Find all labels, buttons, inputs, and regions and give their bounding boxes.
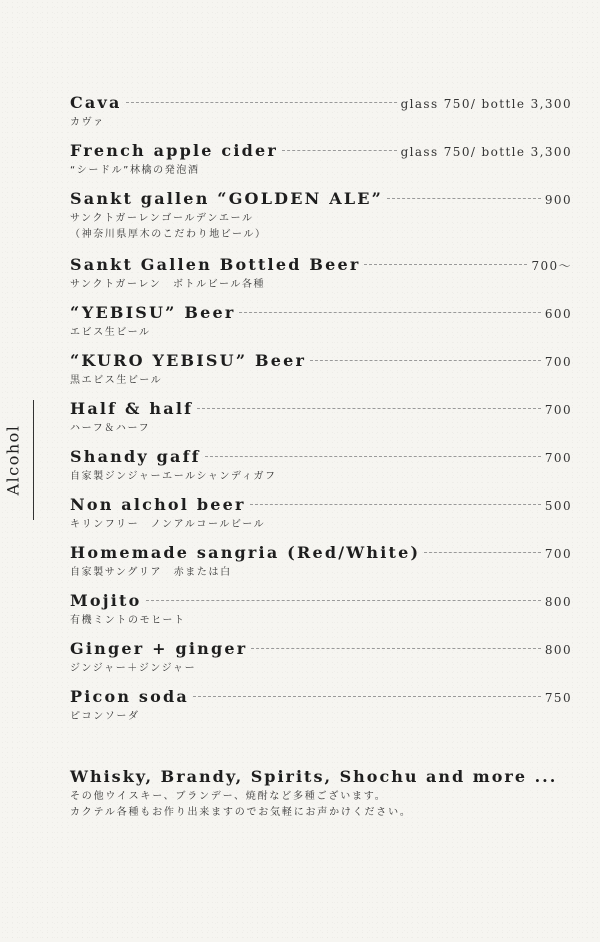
dotted-leader: [197, 408, 541, 409]
menu-item-name: Homemade sangria (Red/White): [70, 543, 421, 562]
menu-item-name: “KURO YEBISU” Beer: [70, 351, 307, 370]
menu-item-price: glass 750/ bottle 3,300: [400, 145, 572, 159]
menu-item-price: 500: [544, 499, 572, 513]
menu-item-line: [70, 255, 572, 277]
dotted-leader: [282, 150, 397, 151]
dotted-leader: [239, 312, 540, 313]
menu-item-line: [70, 351, 572, 373]
menu-item-description: 黒エビス生ビール: [70, 375, 163, 386]
menu-item-name: Sankt Gallen Bottled Beer: [70, 255, 361, 274]
menu-item-name: Cava: [70, 93, 122, 112]
menu-item-line: [70, 591, 572, 613]
menu-item-name: Sankt gallen “GOLDEN ALE”: [70, 189, 384, 208]
menu-item-name: “YEBISU” Beer: [70, 303, 236, 322]
menu-item: [70, 543, 572, 591]
menu-item: [70, 189, 572, 255]
menu-item-price: 750: [544, 691, 572, 705]
menu-item: [70, 351, 572, 399]
menu-item-description: カヴァ: [70, 117, 105, 128]
menu-item-description: ジンジャー＋ジンジャー: [70, 663, 197, 674]
menu-item-line: [70, 189, 572, 211]
section-label-text: Alcohol: [3, 424, 23, 496]
menu-item-description: 有機ミントのモヒート: [70, 615, 186, 626]
menu-item-line: [70, 447, 572, 469]
menu-item-price: 700〜: [531, 259, 572, 273]
menu-item-name: Non alchol beer: [70, 495, 246, 514]
menu-item-line: [70, 687, 572, 709]
menu-item-price: 800: [544, 595, 572, 609]
menu-item: [70, 639, 572, 687]
footer-title: Whisky, Brandy, Spirits, Shochu and more ...: [70, 767, 558, 786]
dotted-leader: [310, 360, 541, 361]
menu-item-name: French apple cider: [70, 141, 279, 160]
menu-item-price: 800: [544, 643, 572, 657]
menu-item-description: サンクトガーレン ボトルビール各種: [70, 279, 266, 290]
menu-item-description: ピコンソーダ: [70, 711, 140, 722]
menu-item-line: [70, 495, 572, 517]
menu-item-description: ハーフ＆ハーフ: [70, 423, 151, 434]
section-divider-line: [33, 400, 34, 520]
menu-item-name: Picon soda: [70, 687, 189, 706]
menu-item: [70, 399, 572, 447]
menu-item-name: Shandy gaff: [70, 447, 201, 466]
menu-item-description: サンクトガーレンゴールデンエール: [70, 213, 254, 224]
menu-item-description: （神奈川県厚木のこだわり地ビール）: [70, 229, 267, 240]
dotted-leader: [387, 198, 541, 199]
dotted-leader: [251, 648, 540, 649]
menu-item-description: キリンフリー ノンアルコールビール: [70, 519, 266, 530]
menu-item-name: Half & half: [70, 399, 194, 418]
menu-item: [70, 447, 572, 495]
footer-line: その他ウイスキー、ブランデー、焼酎など多種ございます。: [70, 791, 387, 802]
menu-item-price: 700: [544, 547, 572, 561]
footer-line: カクテル各種もお作り出来ますのでお気軽にお声かけください。: [70, 807, 412, 818]
menu-item-line: [70, 303, 572, 325]
menu-item-name: Mojito: [70, 591, 142, 610]
dotted-leader: [205, 456, 541, 457]
menu-item-description: 自家製サングリア 赤または白: [70, 567, 232, 578]
dotted-leader: [424, 552, 541, 553]
menu-item-price: 600: [544, 307, 572, 321]
menu-item: [70, 687, 572, 735]
menu-item-list: [70, 93, 572, 735]
menu-item: [70, 495, 572, 543]
menu-item-price: glass 750/ bottle 3,300: [400, 97, 572, 111]
menu-item: [70, 255, 572, 303]
dotted-leader: [193, 696, 541, 697]
dotted-leader: [364, 264, 527, 265]
menu-item: [70, 93, 572, 141]
menu-item-description: “シードル”林檎の発泡酒: [70, 165, 200, 176]
menu-item-line: [70, 543, 572, 565]
menu-item-price: 700: [544, 355, 572, 369]
menu-item: [70, 591, 572, 639]
menu-item-line: [70, 639, 572, 661]
dotted-leader: [250, 504, 541, 505]
menu-item-price: 900: [544, 193, 572, 207]
menu-item-name: Ginger + ginger: [70, 639, 248, 658]
dotted-leader: [146, 600, 541, 601]
menu-item: [70, 141, 572, 189]
menu-item-line: [70, 141, 572, 163]
footer-note: [70, 767, 590, 821]
menu-item-line: [70, 93, 572, 115]
menu-item-price: 700: [544, 403, 572, 417]
menu-item-description: エビス生ビール: [70, 327, 151, 338]
menu-item-price: 700: [544, 451, 572, 465]
section-label-decoration: [3, 400, 38, 530]
dotted-leader: [126, 102, 397, 103]
menu-item-description: 自家製ジンジャーエールシャンディガフ: [70, 471, 277, 482]
menu-item: [70, 303, 572, 351]
menu-item-line: [70, 399, 572, 421]
